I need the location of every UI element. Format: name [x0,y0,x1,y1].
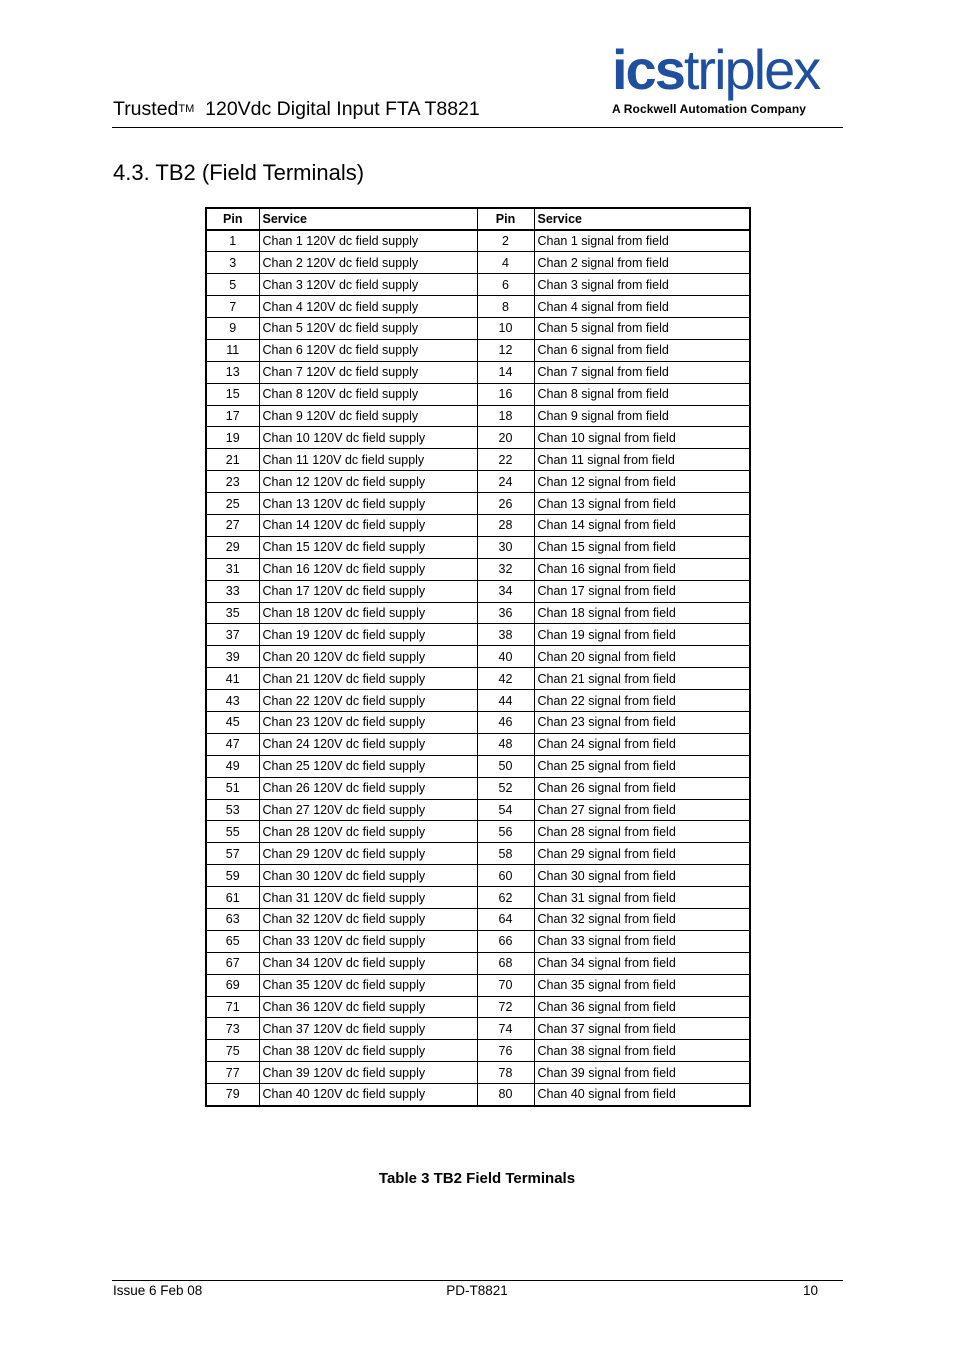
cell-service-right: Chan 8 signal from field [534,383,750,405]
cell-pin-left: 23 [206,471,259,493]
table-row [206,471,750,493]
cell-pin-right: 14 [477,361,534,383]
table-row [206,493,750,515]
cell-service-left: Chan 20 120V dc field supply [259,646,477,668]
table-row [206,317,750,339]
cell-service-left: Chan 35 120V dc field supply [259,974,477,996]
table-row [206,1084,750,1106]
cell-service-left: Chan 2 120V dc field supply [259,252,477,274]
table-row [206,930,750,952]
cell-pin-right: 16 [477,383,534,405]
document-title [113,98,480,121]
cell-service-left: Chan 8 120V dc field supply [259,383,477,405]
cell-service-left: Chan 33 120V dc field supply [259,930,477,952]
table-row [206,711,750,733]
cell-pin-right: 76 [477,1040,534,1062]
cell-service-left: Chan 11 120V dc field supply [259,449,477,471]
cell-pin-left: 13 [206,361,259,383]
cell-service-right: Chan 1 signal from field [534,230,750,252]
cell-service-right: Chan 37 signal from field [534,1018,750,1040]
cell-service-left: Chan 19 120V dc field supply [259,624,477,646]
table-row [206,690,750,712]
cell-service-right: Chan 18 signal from field [534,602,750,624]
cell-pin-left: 57 [206,843,259,865]
cell-pin-right: 32 [477,558,534,580]
cell-service-left: Chan 26 120V dc field supply [259,777,477,799]
cell-service-left: Chan 9 120V dc field supply [259,405,477,427]
cell-service-right: Chan 32 signal from field [534,909,750,931]
cell-pin-right: 34 [477,580,534,602]
cell-service-right: Chan 4 signal from field [534,296,750,318]
cell-pin-right: 36 [477,602,534,624]
cell-pin-left: 3 [206,252,259,274]
cell-pin-left: 29 [206,536,259,558]
table-row [206,887,750,909]
cell-pin-left: 49 [206,755,259,777]
cell-service-right: Chan 2 signal from field [534,252,750,274]
cell-pin-right: 62 [477,887,534,909]
cell-pin-right: 78 [477,1062,534,1084]
cell-pin-right: 20 [477,427,534,449]
cell-pin-right: 46 [477,711,534,733]
table-row [206,843,750,865]
cell-service-left: Chan 15 120V dc field supply [259,536,477,558]
terminals-table [205,207,751,1107]
cell-service-left: Chan 4 120V dc field supply [259,296,477,318]
cell-service-left: Chan 40 120V dc field supply [259,1084,477,1106]
cell-pin-left: 53 [206,799,259,821]
cell-service-left: Chan 27 120V dc field supply [259,799,477,821]
cell-service-left: Chan 3 120V dc field supply [259,274,477,296]
cell-pin-right: 8 [477,296,534,318]
cell-service-right: Chan 5 signal from field [534,317,750,339]
cell-pin-left: 41 [206,668,259,690]
cell-service-right: Chan 22 signal from field [534,690,750,712]
cell-service-right: Chan 35 signal from field [534,974,750,996]
cell-pin-right: 60 [477,865,534,887]
cell-service-right: Chan 27 signal from field [534,799,750,821]
cell-pin-right: 48 [477,733,534,755]
cell-pin-left: 31 [206,558,259,580]
cell-service-right: Chan 26 signal from field [534,777,750,799]
cell-pin-right: 26 [477,493,534,515]
cell-pin-right: 50 [477,755,534,777]
cell-pin-left: 1 [206,230,259,252]
cell-pin-right: 4 [477,252,534,274]
cell-pin-right: 24 [477,471,534,493]
logo-word-ics: ics [612,38,684,101]
table-row [206,602,750,624]
table-row [206,339,750,361]
cell-service-right: Chan 20 signal from field [534,646,750,668]
cell-service-right: Chan 40 signal from field [534,1084,750,1106]
table-body [206,230,750,1106]
cell-service-right: Chan 9 signal from field [534,405,750,427]
cell-pin-left: 55 [206,821,259,843]
cell-service-left: Chan 38 120V dc field supply [259,1040,477,1062]
cell-pin-right: 30 [477,536,534,558]
cell-pin-right: 18 [477,405,534,427]
cell-pin-left: 47 [206,733,259,755]
header-divider [112,127,843,128]
cell-service-right: Chan 36 signal from field [534,996,750,1018]
logo-wordmark [612,38,844,101]
cell-pin-right: 56 [477,821,534,843]
table-row [206,558,750,580]
cell-pin-right: 68 [477,952,534,974]
cell-service-left: Chan 36 120V dc field supply [259,996,477,1018]
cell-service-right: Chan 33 signal from field [534,930,750,952]
cell-service-right: Chan 7 signal from field [534,361,750,383]
cell-pin-left: 73 [206,1018,259,1040]
table-row [206,777,750,799]
cell-service-left: Chan 22 120V dc field supply [259,690,477,712]
footer-issue: Issue 6 Feb 08 [113,1283,203,1298]
cell-service-right: Chan 21 signal from field [534,668,750,690]
cell-service-left: Chan 18 120V dc field supply [259,602,477,624]
cell-service-right: Chan 19 signal from field [534,624,750,646]
cell-pin-right: 12 [477,339,534,361]
cell-service-right: Chan 15 signal from field [534,536,750,558]
cell-service-right: Chan 34 signal from field [534,952,750,974]
table-row [206,449,750,471]
cell-service-left: Chan 7 120V dc field supply [259,361,477,383]
cell-service-left: Chan 14 120V dc field supply [259,514,477,536]
cell-service-right: Chan 28 signal from field [534,821,750,843]
table-row [206,996,750,1018]
cell-pin-left: 17 [206,405,259,427]
cell-pin-left: 11 [206,339,259,361]
table-row [206,274,750,296]
cell-service-right: Chan 10 signal from field [534,427,750,449]
company-logo [612,38,844,120]
cell-pin-left: 69 [206,974,259,996]
cell-pin-left: 35 [206,602,259,624]
cell-pin-left: 67 [206,952,259,974]
cell-pin-right: 52 [477,777,534,799]
cell-service-left: Chan 1 120V dc field supply [259,230,477,252]
cell-pin-right: 42 [477,668,534,690]
table-row [206,755,750,777]
table-row [206,1018,750,1040]
cell-service-left: Chan 24 120V dc field supply [259,733,477,755]
cell-pin-right: 28 [477,514,534,536]
table-row [206,514,750,536]
cell-pin-left: 19 [206,427,259,449]
table-row [206,405,750,427]
table-row [206,909,750,931]
cell-pin-left: 39 [206,646,259,668]
footer-divider [112,1280,843,1281]
cell-pin-right: 22 [477,449,534,471]
cell-pin-right: 80 [477,1084,534,1106]
header-pin-right: Pin [477,208,534,230]
footer-page-number: 10 [802,1283,818,1298]
header-service-left: Service [259,208,477,230]
cell-service-left: Chan 25 120V dc field supply [259,755,477,777]
section-heading: 4.3. TB2 (Field Terminals) [113,160,365,185]
cell-service-left: Chan 13 120V dc field supply [259,493,477,515]
cell-pin-right: 10 [477,317,534,339]
cell-service-right: Chan 16 signal from field [534,558,750,580]
table-row [206,624,750,646]
cell-service-right: Chan 6 signal from field [534,339,750,361]
table-row [206,252,750,274]
cell-pin-left: 71 [206,996,259,1018]
table-row [206,974,750,996]
table-row [206,536,750,558]
cell-service-left: Chan 29 120V dc field supply [259,843,477,865]
cell-pin-right: 44 [477,690,534,712]
cell-pin-left: 61 [206,887,259,909]
table-row [206,361,750,383]
cell-pin-right: 72 [477,996,534,1018]
cell-pin-left: 27 [206,514,259,536]
cell-service-right: Chan 23 signal from field [534,711,750,733]
table-row [206,580,750,602]
cell-pin-left: 7 [206,296,259,318]
table-row [206,865,750,887]
cell-service-right: Chan 11 signal from field [534,449,750,471]
cell-pin-left: 45 [206,711,259,733]
cell-service-left: Chan 12 120V dc field supply [259,471,477,493]
footer-doc-id: PD-T8821 [446,1283,508,1298]
cell-service-left: Chan 28 120V dc field supply [259,821,477,843]
cell-service-right: Chan 24 signal from field [534,733,750,755]
cell-service-right: Chan 39 signal from field [534,1062,750,1084]
cell-service-right: Chan 31 signal from field [534,887,750,909]
cell-service-right: Chan 30 signal from field [534,865,750,887]
cell-service-right: Chan 25 signal from field [534,755,750,777]
cell-pin-left: 77 [206,1062,259,1084]
table-row [206,952,750,974]
cell-service-right: Chan 3 signal from field [534,274,750,296]
cell-pin-right: 40 [477,646,534,668]
cell-pin-left: 79 [206,1084,259,1106]
trademark-superscript: TM [178,103,195,115]
logo-word-triplex: triplex [683,38,820,101]
cell-service-right: Chan 14 signal from field [534,514,750,536]
cell-pin-right: 38 [477,624,534,646]
cell-pin-left: 15 [206,383,259,405]
cell-pin-left: 25 [206,493,259,515]
cell-service-left: Chan 31 120V dc field supply [259,887,477,909]
table-row [206,383,750,405]
cell-service-left: Chan 6 120V dc field supply [259,339,477,361]
cell-service-left: Chan 17 120V dc field supply [259,580,477,602]
cell-service-right: Chan 38 signal from field [534,1040,750,1062]
table-row [206,821,750,843]
cell-pin-left: 33 [206,580,259,602]
cell-service-left: Chan 21 120V dc field supply [259,668,477,690]
table-row [206,1062,750,1084]
cell-pin-left: 63 [206,909,259,931]
cell-service-right: Chan 13 signal from field [534,493,750,515]
cell-service-left: Chan 30 120V dc field supply [259,865,477,887]
cell-pin-right: 64 [477,909,534,931]
cell-pin-left: 75 [206,1040,259,1062]
cell-pin-left: 37 [206,624,259,646]
cell-pin-right: 54 [477,799,534,821]
cell-pin-right: 70 [477,974,534,996]
cell-service-right: Chan 17 signal from field [534,580,750,602]
cell-pin-left: 59 [206,865,259,887]
cell-pin-left: 5 [206,274,259,296]
title-product: 120Vdc Digital Input FTA T8821 [205,98,480,120]
table-row [206,799,750,821]
cell-pin-left: 43 [206,690,259,712]
table-row [206,1040,750,1062]
cell-service-right: Chan 29 signal from field [534,843,750,865]
cell-service-left: Chan 34 120V dc field supply [259,952,477,974]
cell-pin-right: 2 [477,230,534,252]
cell-service-left: Chan 10 120V dc field supply [259,427,477,449]
cell-pin-left: 51 [206,777,259,799]
header-service-right: Service [534,208,750,230]
cell-service-left: Chan 23 120V dc field supply [259,711,477,733]
cell-pin-right: 66 [477,930,534,952]
cell-pin-left: 9 [206,317,259,339]
cell-pin-right: 74 [477,1018,534,1040]
cell-service-left: Chan 37 120V dc field supply [259,1018,477,1040]
table-row [206,427,750,449]
table-header-row [206,208,750,230]
cell-pin-left: 65 [206,930,259,952]
table-row [206,646,750,668]
table-row [206,668,750,690]
cell-service-right: Chan 12 signal from field [534,471,750,493]
cell-service-left: Chan 39 120V dc field supply [259,1062,477,1084]
header-pin-left: Pin [206,208,259,230]
table-row [206,733,750,755]
logo-tagline: A Rockwell Automation Company [612,102,807,116]
table-caption: Table 3 TB2 Field Terminals [378,1170,576,1187]
table-row [206,296,750,318]
cell-pin-left: 21 [206,449,259,471]
cell-pin-right: 58 [477,843,534,865]
table-row [206,230,750,252]
cell-service-left: Chan 16 120V dc field supply [259,558,477,580]
cell-service-left: Chan 32 120V dc field supply [259,909,477,931]
cell-pin-right: 6 [477,274,534,296]
cell-service-left: Chan 5 120V dc field supply [259,317,477,339]
title-trusted: Trusted [113,98,179,120]
